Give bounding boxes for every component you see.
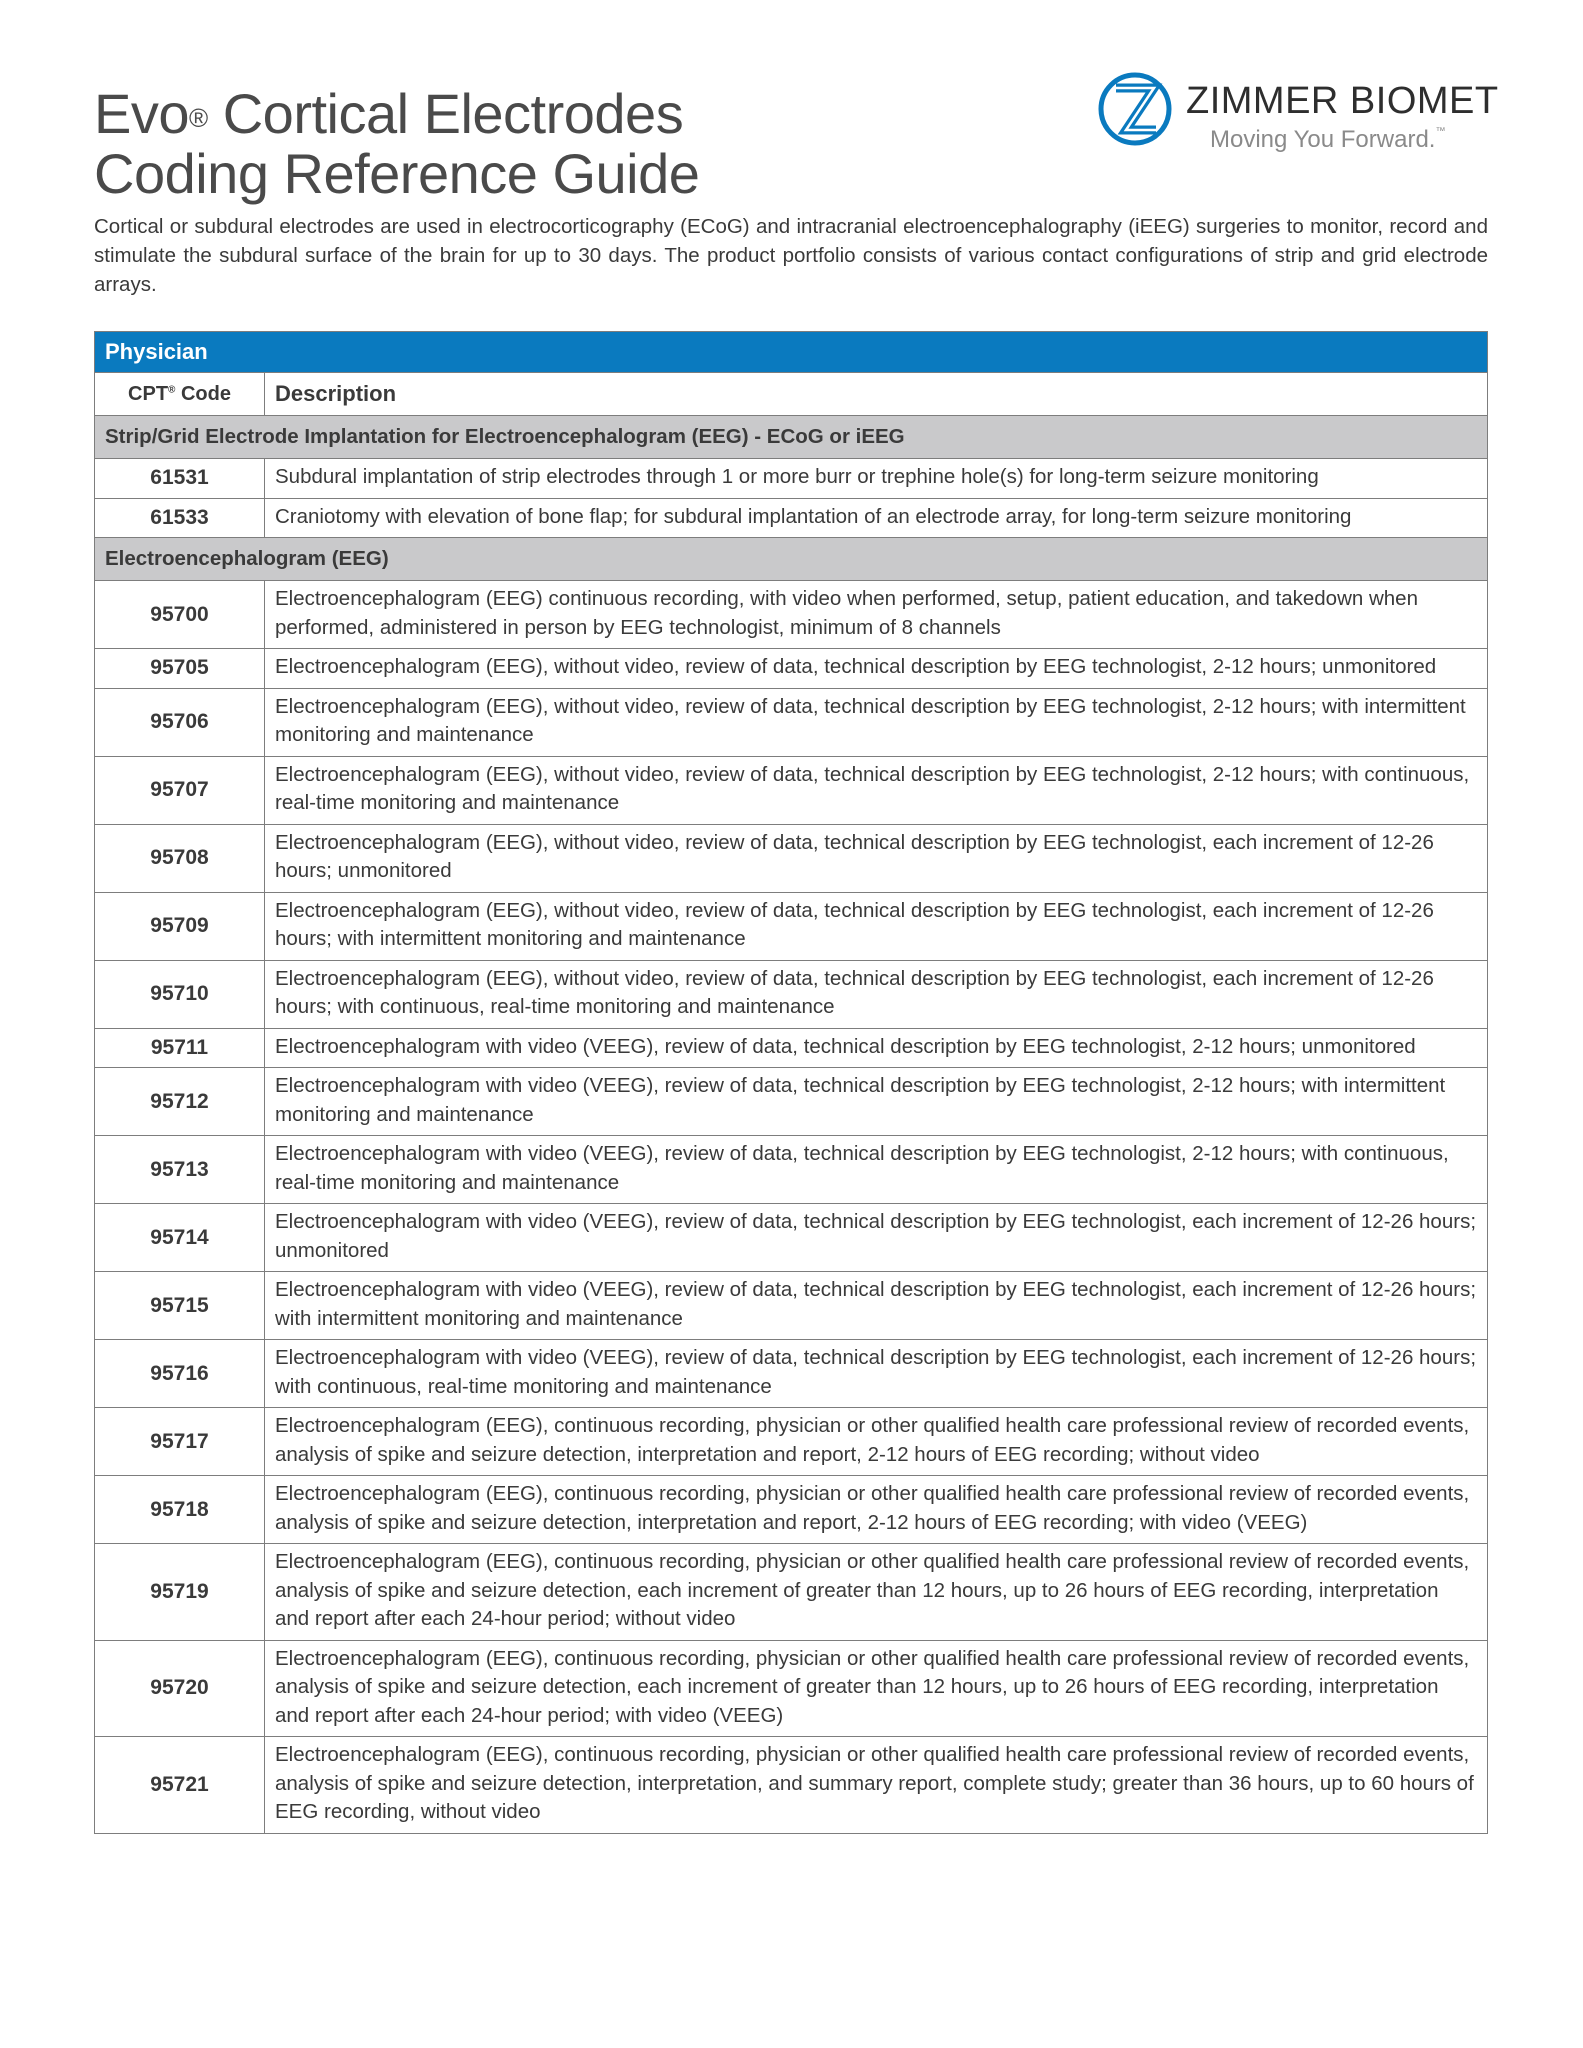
cpt-code: 95719 xyxy=(95,1544,265,1641)
title-block xyxy=(94,84,699,204)
cpt-code: 95700 xyxy=(95,581,265,649)
code-description: Electroencephalogram (EEG), without video, review of data, technical description by EEG technologist, each increment of 12-26 hours; unmonitored xyxy=(265,824,1488,892)
column-header-description: Description xyxy=(265,373,1488,416)
cpt-code: 95709 xyxy=(95,892,265,960)
company-logo xyxy=(1098,72,1499,162)
coding-table xyxy=(94,331,1488,1834)
cpt-code: 95713 xyxy=(95,1136,265,1204)
table-row xyxy=(95,1028,1488,1068)
cpt-code: 95712 xyxy=(95,1068,265,1136)
title-suffix: Cortical Electrodes xyxy=(207,82,684,145)
code-header-mark: ® xyxy=(168,383,176,395)
cpt-code: 95718 xyxy=(95,1476,265,1544)
code-description: Electroencephalogram with video (VEEG), review of data, technical description by EEG technologist, 2-12 hours; with continuous, real-time monitoring and maintenance xyxy=(265,1136,1488,1204)
cpt-code: 95706 xyxy=(95,688,265,756)
cpt-code: 95721 xyxy=(95,1737,265,1834)
table-row xyxy=(95,1476,1488,1544)
code-description: Craniotomy with elevation of bone flap; for subdural implantation of an electrode array, for long-term seizure monitoring xyxy=(265,498,1488,538)
table-row xyxy=(95,1544,1488,1641)
cpt-code: 61533 xyxy=(95,498,265,538)
table-row xyxy=(95,498,1488,538)
code-description: Electroencephalogram (EEG), continuous recording, physician or other qualified health care professional review of recorded events, analysis of spike and seizure detection, interpretation and report, 2-12 hours of EEG recording; with video (VEEG) xyxy=(265,1476,1488,1544)
title-prefix: Evo xyxy=(94,82,189,145)
brand-tagline xyxy=(1210,126,1445,154)
table-row xyxy=(95,892,1488,960)
title-line-2: Coding Reference Guide xyxy=(94,142,700,205)
trademark-mark: ™ xyxy=(1435,126,1446,137)
cpt-code: 61531 xyxy=(95,459,265,499)
code-description: Electroencephalogram (EEG), without video, review of data, technical description by EEG technologist, 2-12 hours; with intermittent monitoring and maintenance xyxy=(265,688,1488,756)
code-description: Electroencephalogram (EEG), continuous recording, physician or other qualified health care professional review of recorded events, analysis of spike and seizure detection, interpretation and report, 2-12 hours of EEG recording; without video xyxy=(265,1408,1488,1476)
table-row xyxy=(95,824,1488,892)
cpt-code: 95707 xyxy=(95,756,265,824)
code-description: Electroencephalogram (EEG), continuous recording, physician or other qualified health care professional review of recorded events, analysis of spike and seizure detection, interpretation, and summary report, complete study; greater than 36 hours, up to 60 hours of EEG recording, without video xyxy=(265,1737,1488,1834)
group-header-row xyxy=(95,332,1488,373)
cpt-code: 95717 xyxy=(95,1408,265,1476)
table-row xyxy=(95,581,1488,649)
code-description: Electroencephalogram (EEG), continuous recording, physician or other qualified health care professional review of recorded events, analysis of spike and seizure detection, each increment of greater than 12 hours, up to 26 hours of EEG recording, interpretation and report after each 24-hour period; without video xyxy=(265,1544,1488,1641)
intro-paragraph: Cortical or subdural electrodes are used in electrocorticography (ECoG) and intracranial electroencephalography (iEEG) surgeries to monitor, record and stimulate the subdural surface of the brain for up to 30 days. The product portfolio consists of various contact configurations of strip and grid electrode arrays. xyxy=(94,215,1488,296)
section-header-row xyxy=(95,538,1488,581)
tagline-text: Moving You Forward. xyxy=(1210,126,1436,153)
code-description: Electroencephalogram with video (VEEG), review of data, technical description by EEG technologist, each increment of 12-26 hours; with continuous, real-time monitoring and maintenance xyxy=(265,1340,1488,1408)
table-row xyxy=(95,1737,1488,1834)
registered-mark: ® xyxy=(189,103,208,133)
code-description: Electroencephalogram (EEG), without video, review of data, technical description by EEG technologist, 2-12 hours; with continuous, real-time monitoring and maintenance xyxy=(265,756,1488,824)
code-description: Electroencephalogram with video (VEEG), review of data, technical description by EEG technologist, each increment of 12-26 hours; with intermittent monitoring and maintenance xyxy=(265,1272,1488,1340)
code-description: Electroencephalogram with video (VEEG), review of data, technical description by EEG technologist, 2-12 hours; unmonitored xyxy=(265,1028,1488,1068)
section-header-row xyxy=(95,416,1488,459)
table-row xyxy=(95,756,1488,824)
table-row xyxy=(95,688,1488,756)
cpt-code: 95711 xyxy=(95,1028,265,1068)
zimmer-biomet-z-logo-icon xyxy=(1098,72,1172,146)
code-header-text: CPT xyxy=(128,382,169,405)
column-header-code xyxy=(95,373,265,416)
page-title xyxy=(94,84,699,204)
table-row xyxy=(95,1408,1488,1476)
column-header-row xyxy=(95,373,1488,416)
code-description: Electroencephalogram (EEG), without video, review of data, technical description by EEG technologist, 2-12 hours; unmonitored xyxy=(265,649,1488,689)
code-description: Electroencephalogram (EEG), without video, review of data, technical description by EEG technologist, each increment of 12-26 hours; with intermittent monitoring and maintenance xyxy=(265,892,1488,960)
table-row xyxy=(95,1136,1488,1204)
section-title: Electroencephalogram (EEG) xyxy=(95,538,1488,581)
table-row xyxy=(95,1204,1488,1272)
section-title: Strip/Grid Electrode Implantation for Electroencephalogram (EEG) - ECoG or iEEG xyxy=(95,416,1488,459)
code-description: Electroencephalogram (EEG) continuous recording, with video when performed, setup, patient education, and takedown when performed, administered in person by EEG technologist, minimum of 8 channels xyxy=(265,581,1488,649)
cpt-code: 95710 xyxy=(95,960,265,1028)
table-row xyxy=(95,1272,1488,1340)
brand-name: ZIMMER BIOMET xyxy=(1186,80,1499,122)
code-description: Electroencephalogram (EEG), without video, review of data, technical description by EEG technologist, each increment of 12-26 hours; with continuous, real-time monitoring and maintenance xyxy=(265,960,1488,1028)
table-row xyxy=(95,1340,1488,1408)
code-description: Electroencephalogram with video (VEEG), review of data, technical description by EEG technologist, 2-12 hours; with intermittent monitoring and maintenance xyxy=(265,1068,1488,1136)
cpt-code: 95715 xyxy=(95,1272,265,1340)
table-row xyxy=(95,459,1488,499)
code-header-suffix: Code xyxy=(175,382,231,405)
group-label: Physician xyxy=(95,332,1488,373)
cpt-code: 95720 xyxy=(95,1640,265,1737)
code-description: Electroencephalogram (EEG), continuous recording, physician or other qualified health care professional review of recorded events, analysis of spike and seizure detection, each increment of greater than 12 hours, up to 26 hours of EEG recording, interpretation and report after each 24-hour period; with video (VEEG) xyxy=(265,1640,1488,1737)
table-row xyxy=(95,1068,1488,1136)
cpt-code: 95714 xyxy=(95,1204,265,1272)
cpt-code: 95708 xyxy=(95,824,265,892)
cpt-code: 95705 xyxy=(95,649,265,689)
cpt-code: 95716 xyxy=(95,1340,265,1408)
table-row xyxy=(95,1640,1488,1737)
table-row xyxy=(95,960,1488,1028)
code-description: Subdural implantation of strip electrodes through 1 or more burr or trephine hole(s) for long-term seizure monitoring xyxy=(265,459,1488,499)
code-description: Electroencephalogram with video (VEEG), review of data, technical description by EEG technologist, each increment of 12-26 hours; unmonitored xyxy=(265,1204,1488,1272)
table-row xyxy=(95,649,1488,689)
